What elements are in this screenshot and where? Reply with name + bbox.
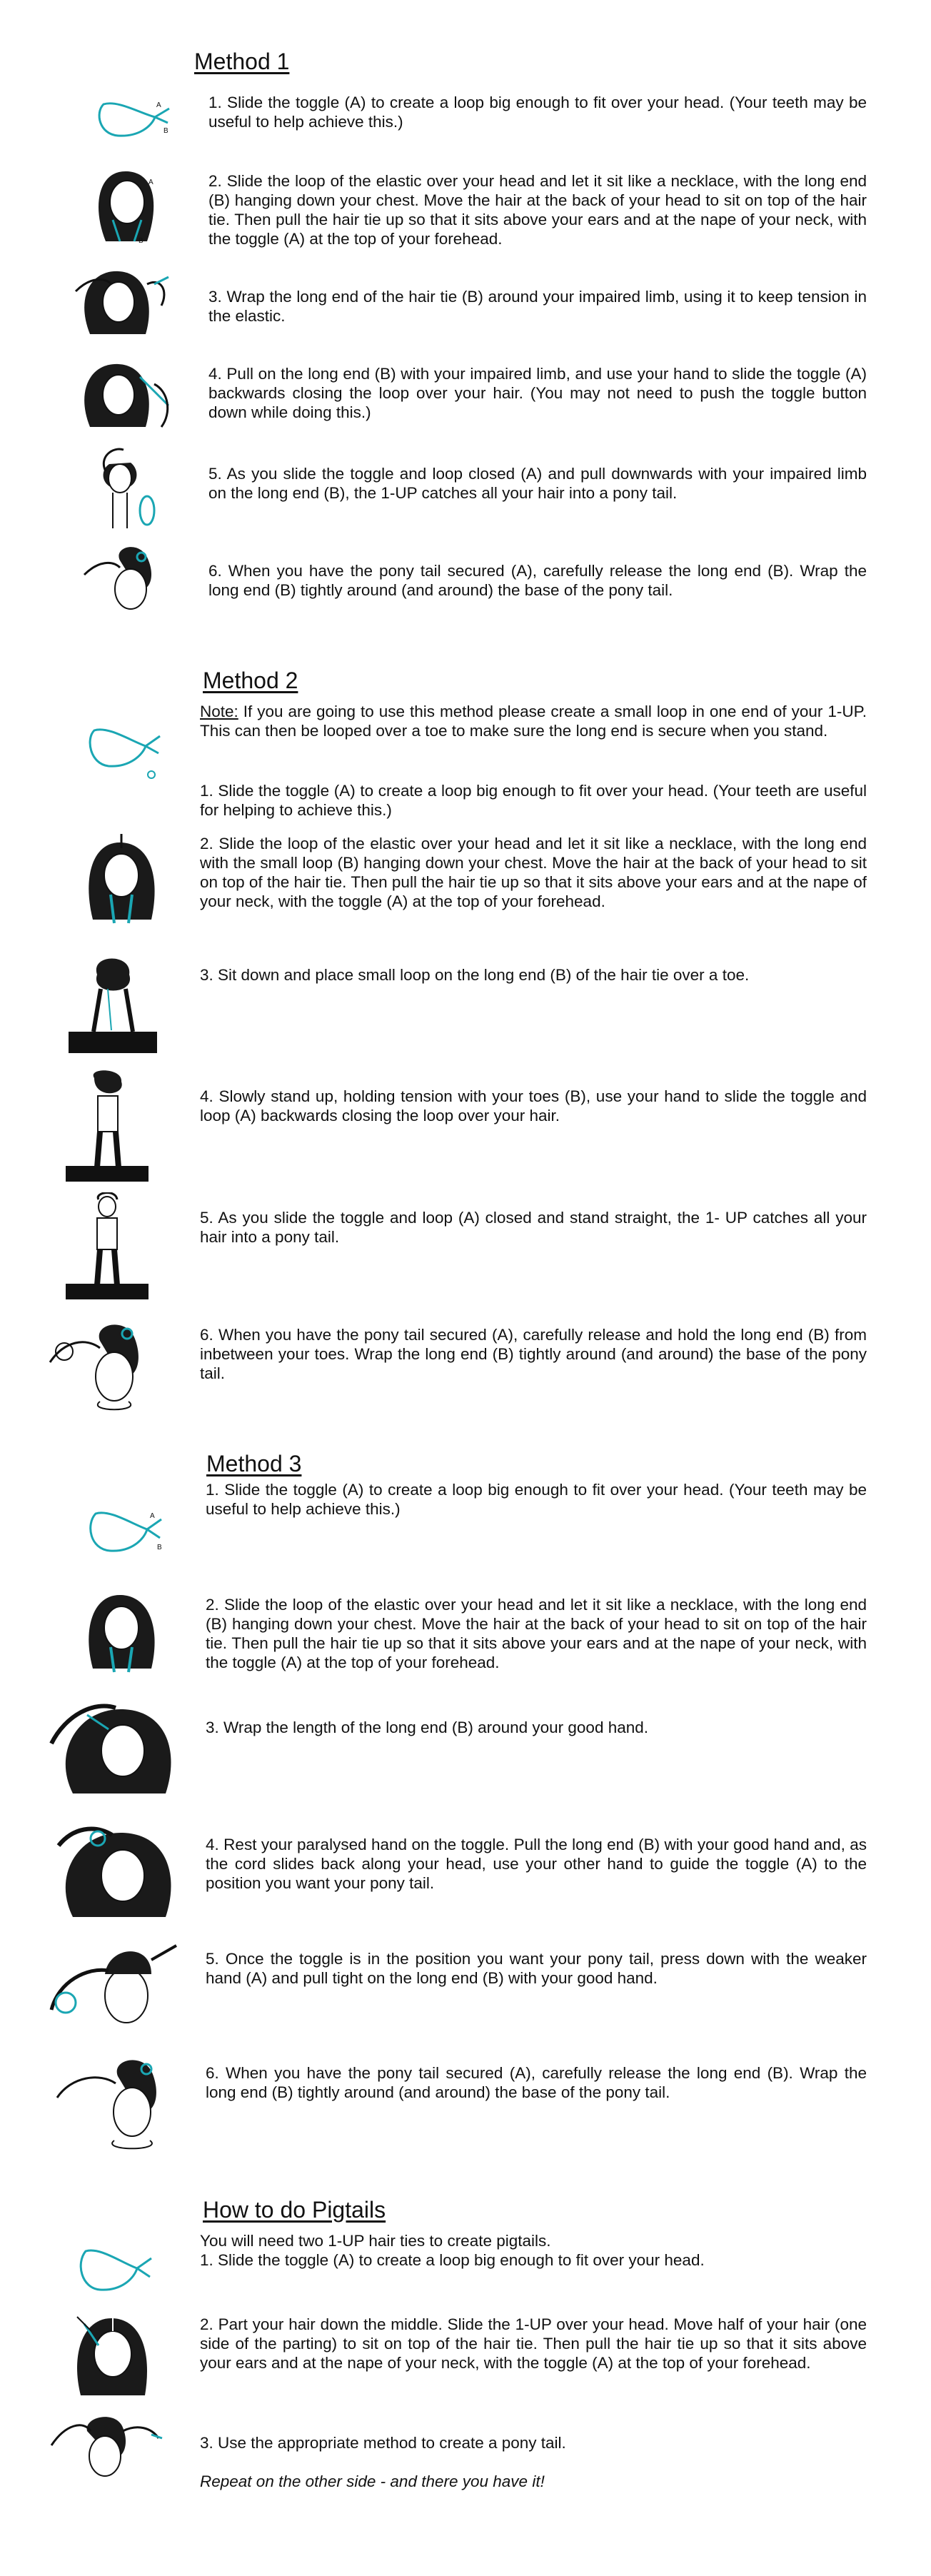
pull-long-end-illustration <box>61 356 177 434</box>
rest-hand-toggle-illustration <box>44 1817 187 1921</box>
svg-text:B: B <box>157 1544 162 1551</box>
pigtails-step-1: 1. Slide the toggle (A) to create a loop big enough to fit over your head. <box>200 2251 705 2269</box>
note-text: If you are going to use this method please create a small loop in one end of your 1-UP. This can then be looped over a toe to make sure the long end is secure when you stand. <box>200 703 867 740</box>
head-necklace-illustration <box>70 163 177 248</box>
svg-text:A: A <box>156 101 161 109</box>
sit-toe-loop-illustration <box>69 946 157 1053</box>
method1-step-6: 6. When you have the pony tail secured (A), carefully release the long end (B). Wrap the long end (B) tightly around (and around) the base of the pony tail. <box>208 562 867 599</box>
method3-step-4: 4. Rest your paralysed hand on the toggle. Pull the long end (B) with your good hand and, as the cord slides back along your head, use your other hand to guide the toggle (A) to the position you want your pony tail. <box>206 1836 867 1892</box>
svg-text:B: B <box>139 237 144 245</box>
svg-text:B: B <box>163 127 168 135</box>
wrap-pony-tail-illustration <box>70 539 177 625</box>
method1-step-2: 2. Slide the loop of the elastic over your head and let it sit like a necklace, with the long end (B) hanging down your chest. Move the hair at the back of your head to sit on top of the hair tie. Then pull the hair tie up so that it sits above your ears and at the nape of your neck, with the toggle (A) at the top of your forehead. <box>208 172 867 248</box>
wrap-good-hand-illustration <box>44 1694 187 1801</box>
wrap-limb-illustration <box>61 263 177 341</box>
pony-tail-side-illustration <box>44 2410 166 2488</box>
note-label: Note: <box>200 703 238 720</box>
method2-step-6: 6. When you have the pony tail secured (A), carefully release and hold the long end (B) from inbetween your toes. Wrap the long end (B) tightly around (and around) the base of the pony tail. <box>200 1326 867 1382</box>
stand-up-illustration <box>66 1067 149 1182</box>
loop-illustration <box>71 2238 157 2306</box>
method3-step-2: 2. Slide the loop of the elastic over your head and let it sit like a necklace, with the long end (B) hanging down your chest. Move the hair at the back of your head to sit on top of the hair tie. Then pull the hair tie up so that it sits above your ears and at the nape of your neck, with the toggle (A) at the top of your forehead. <box>206 1596 867 1671</box>
method2-title: Method 2 <box>203 668 298 693</box>
wrap-pony-tail-illustration <box>43 1312 168 1419</box>
method1-step-3: 3. Wrap the long end of the hair tie (B) around your impaired limb, using it to keep tension in the elastic. <box>208 288 867 325</box>
loop-illustration <box>89 91 175 149</box>
svg-text:A: A <box>149 178 154 186</box>
pigtails-step-3: 3. Use the appropriate method to create a pony tail. <box>200 2434 566 2452</box>
method1-step-5: 5. As you slide the toggle and loop closed (A) and pull downwards with your impaired limb on the long end (B), the 1-UP catches all your hair into a pony tail. <box>208 465 867 502</box>
method2-note <box>200 702 867 740</box>
loop-illustration <box>80 1499 167 1567</box>
method3-step-1: 1. Slide the toggle (A) to create a loop big enough to fit over your head. (Your teeth may be useful to help achieve this.) <box>206 1481 867 1518</box>
press-toggle-illustration <box>44 1931 187 2038</box>
pigtails-intro: You will need two 1-UP hair ties to create pigtails. <box>200 2232 551 2250</box>
method1-step-4: 4. Pull on the long end (B) with your impaired limb, and use your hand to slide the toggle (A) backwards closing the loop over your hair. (You may not need to push the toggle button down while doing this.) <box>208 365 867 421</box>
method2-step-1: 1. Slide the toggle (A) to create a loop big enough to fit over your head. (Your teeth are useful for helping to achieve this.) <box>200 782 867 819</box>
pigtails-title: How to do Pigtails <box>203 2197 386 2223</box>
method3-step-6: 6. When you have the pony tail secured (A), carefully release the long end (B). Wrap the long end (B) tightly around (and around) the base of the pony tail. <box>206 2064 867 2101</box>
method3-title: Method 3 <box>206 1451 302 1476</box>
wrap-pony-tail-illustration <box>50 2048 186 2155</box>
method3-step-5: 5. Once the toggle is in the position you want your pony tail, press down with the weaker hand (A) and pull tight on the long end (B) with your good hand. <box>206 1950 867 1987</box>
method1-title: Method 1 <box>194 49 290 74</box>
method2-step-3: 3. Sit down and place small loop on the long end (B) of the hair tie over a toe. <box>200 966 750 984</box>
method1-step-1: 1. Slide the toggle (A) to create a loop big enough to fit over your head. (Your teeth may be useful to help achieve this.) <box>208 94 867 131</box>
pigtails-closing: Repeat on the other side - and there you have it! <box>200 2472 545 2490</box>
part-hair-illustration <box>63 2310 163 2399</box>
stand-straight-illustration <box>66 1192 149 1299</box>
head-necklace-illustration <box>71 1586 171 1676</box>
method2-step-4: 4. Slowly stand up, holding tension with your toes (B), use your hand to slide the toggle and loop (A) backwards closing the loop over your hair. <box>200 1087 867 1125</box>
svg-text:A: A <box>150 1512 155 1520</box>
method2-step-5: 5. As you slide the toggle and loop (A) closed and stand straight, the 1- UP catches all your hair into a pony tail. <box>200 1209 867 1246</box>
pigtails-step-2: 2. Part your hair down the middle. Slide the 1-UP over your head. Move half of your hair (one side of the parting) to sit on top of the hair tie. Then pull the hair tie up so that it sits above your ears and at the nape of your neck, with the toggle (A) at the top of your forehead. <box>200 2315 867 2372</box>
method3-step-3: 3. Wrap the length of the long end (B) around your good hand. <box>206 1719 649 1736</box>
method2-step-2: 2. Slide the loop of the elastic over your head and let it sit like a necklace, with the long end with the small loop (B) hanging down your chest. Move the hair at the back of your head to sit on top of the hair tie. Then pull the hair tie up so that it sits above your ears and at the nape of your neck, with the toggle (A) at the top of your forehead. <box>200 835 867 910</box>
head-necklace-illustration <box>71 834 171 927</box>
loop-illustration <box>80 718 166 782</box>
pony-catch-illustration <box>70 443 177 532</box>
